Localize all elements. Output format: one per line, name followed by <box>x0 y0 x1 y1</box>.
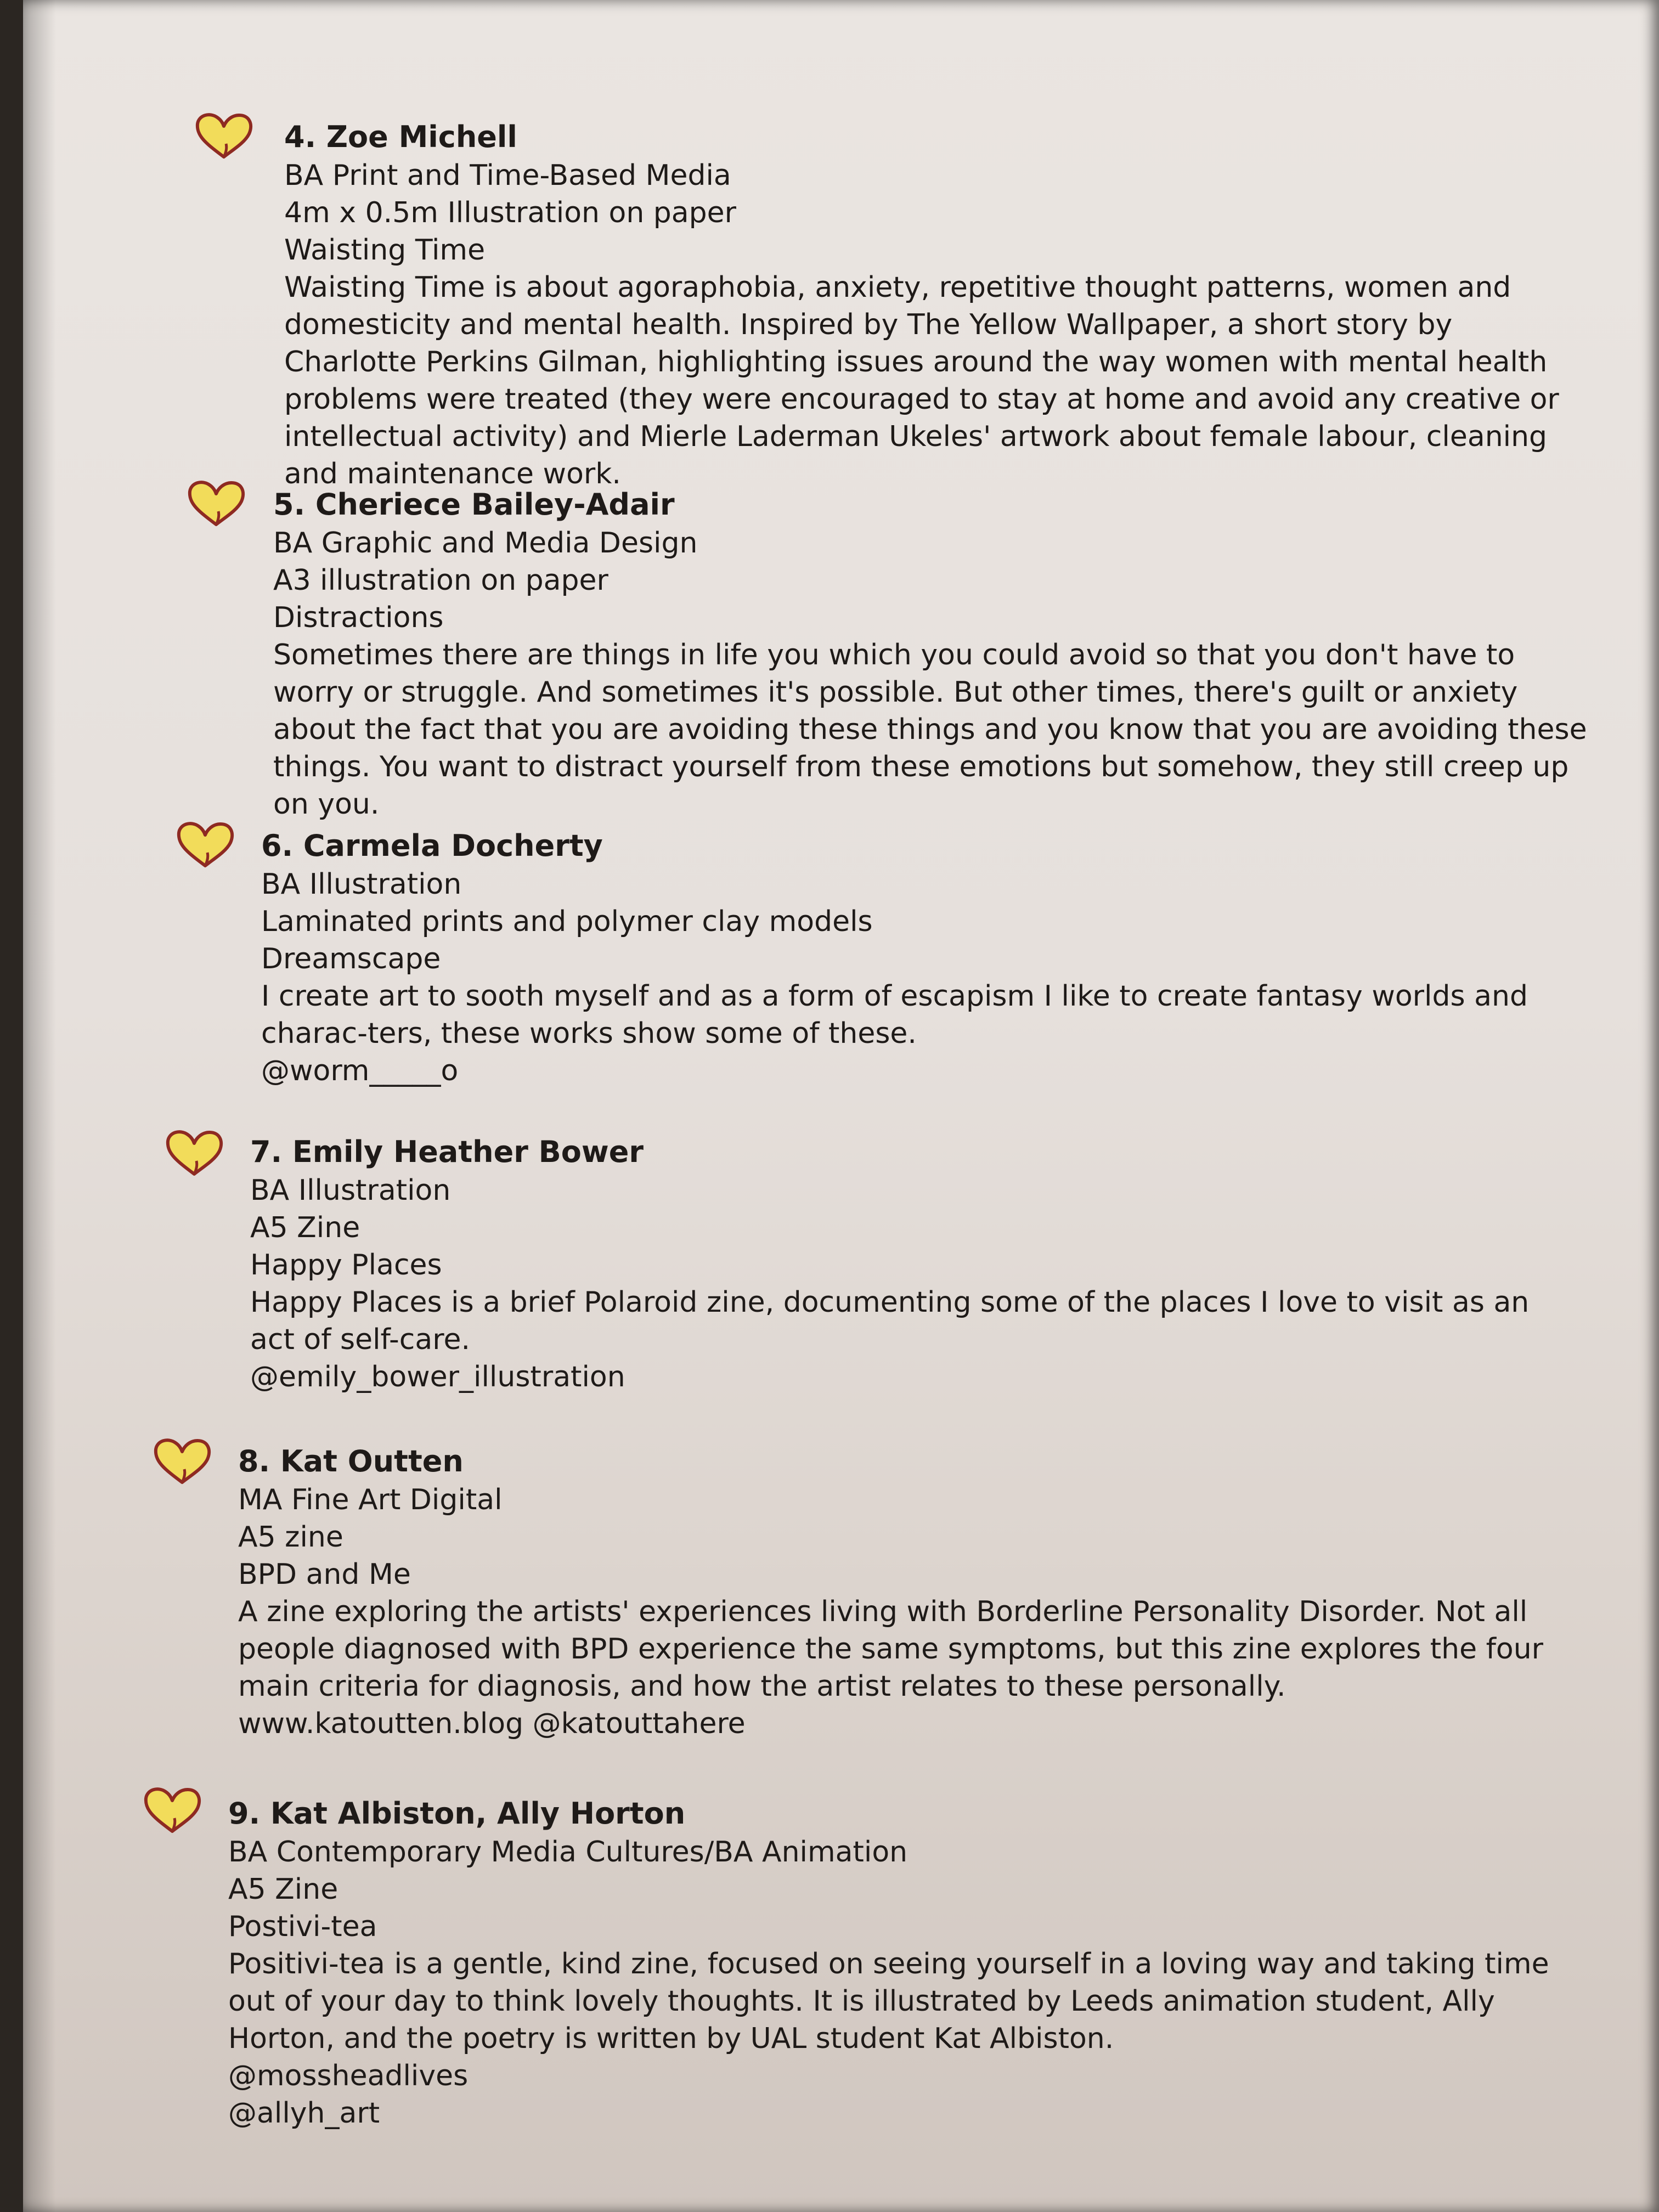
entry-work-title: Distractions <box>273 601 444 634</box>
entry-medium: Laminated prints and polymer clay models <box>261 905 873 938</box>
entry-medium: 4m x 0.5m Illustration on paper <box>284 196 737 229</box>
entry-handle-2: @allyh_art <box>228 2097 380 2130</box>
entry-course: MA Fine Art Digital <box>238 1483 503 1516</box>
entry-title: 6. Carmela Docherty <box>261 828 603 863</box>
entry-work-title: BPD and Me <box>238 1558 411 1591</box>
entry-course: BA Contemporary Media Cultures/BA Animation <box>228 1836 908 1869</box>
entry-description: I create art to sooth myself and as a form of escapism I like to create fantasy worlds and charac-ters, these works show some of these. <box>261 980 1528 1050</box>
entry-work-title: Waisting Time <box>284 234 486 267</box>
entry-description: Sometimes there are things in life you which you could avoid so that you don't have to worry or struggle. And sometimes it's possible. But other times, there's guilt or anxiety about the fact that you are avoiding these things and you know that you are avoiding these things. You want to distract yourself from these emotions but somehow, they still creep up on you. <box>273 639 1587 821</box>
entry-6 <box>261 827 1561 1090</box>
entry-title: 9. Kat Albiston, Ally Horton <box>228 1796 686 1831</box>
entry-description: Happy Places is a brief Polaroid zine, documenting some of the places I love to visit as an act of self-care. <box>250 1286 1530 1356</box>
entry-description: A zine exploring the artists' experiences living with Borderline Personality Disorder. Not all people diagnosed with BPD experience the same symptoms, but this zine explores the four main criteria for diagnosis, and how the artist relates to these personally. <box>238 1595 1544 1703</box>
entry-medium: A3 illustration on paper <box>273 564 608 597</box>
entry-title: 8. Kat Outten <box>238 1444 464 1479</box>
entry-medium: A5 Zine <box>250 1211 360 1244</box>
heart-icon <box>174 819 236 871</box>
entry-8 <box>238 1443 1560 1742</box>
entry-handle: @emily_bower_illustration <box>250 1361 625 1393</box>
entry-medium: A5 Zine <box>228 1873 338 1906</box>
entry-course: BA Graphic and Media Design <box>273 527 698 560</box>
heart-icon <box>151 1435 213 1488</box>
entry-title: 7. Emily Heather Bower <box>250 1135 644 1169</box>
entry-9 <box>228 1795 1567 2132</box>
entry-medium: A5 zine <box>238 1521 343 1554</box>
entry-handle: @worm_____o <box>261 1054 459 1087</box>
heart-icon <box>193 110 255 162</box>
entry-handle: www.katoutten.blog @katouttahere <box>238 1707 746 1740</box>
entry-work-title: Postivi-tea <box>228 1910 377 1943</box>
heart-icon <box>142 1784 203 1837</box>
document-page <box>23 0 1659 2212</box>
entry-title: 4. Zoe Michell <box>284 120 517 154</box>
entry-handle: @mossheadlives <box>228 2059 469 2092</box>
entry-description: Positivi-tea is a gentle, kind zine, focused on seeing yourself in a loving way and taking time out of your day to think lovely thoughts. It is illustrated by Leeds animation student, Ally Horton, and the poetry is written by UAL student Kat Albiston. <box>228 1948 1549 2055</box>
entry-work-title: Dreamscape <box>261 943 441 975</box>
entry-7 <box>250 1133 1534 1396</box>
entry-description: Waisting Time is about agoraphobia, anxiety, repetitive thought patterns, women and domesticity and mental health. Inspired by The Yellow Wallpaper, a short story by Charlotte Perkins Gilman, highlighting issues around the way women with mental health problems were treated (they were encouraged to stay at home and avoid any creative or intellectual activity) and Mierle Laderman Ukeles' artwork about female labour, cleaning and maintenance work. <box>284 271 1559 490</box>
entry-4 <box>284 119 1590 493</box>
entry-work-title: Happy Places <box>250 1249 442 1282</box>
entry-title: 5. Cheriece Bailey-Adair <box>273 487 675 522</box>
entry-course: BA Illustration <box>261 868 462 901</box>
entry-course: BA Illustration <box>250 1174 451 1207</box>
heart-icon <box>185 477 247 530</box>
entry-course: BA Print and Time-Based Media <box>284 159 731 192</box>
entry-5 <box>273 486 1595 823</box>
heart-icon <box>163 1127 225 1180</box>
